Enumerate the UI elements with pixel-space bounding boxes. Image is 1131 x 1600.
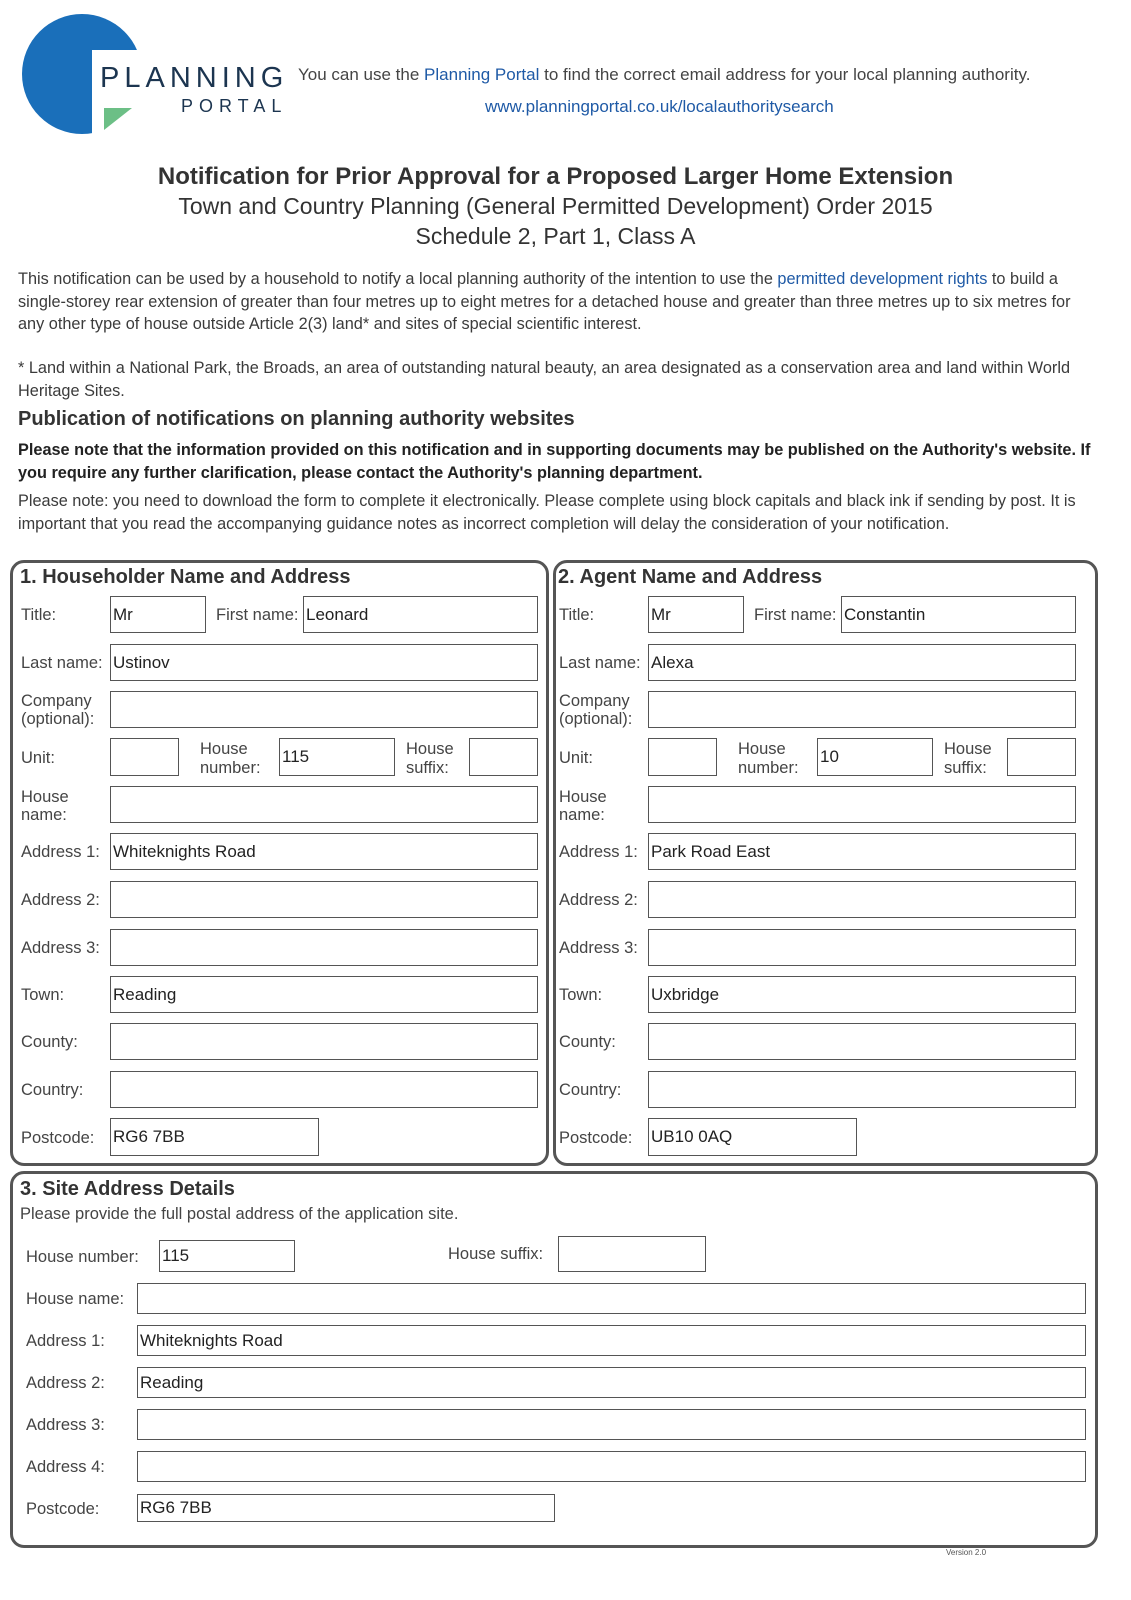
site-address3-label: Address 3: (26, 1416, 105, 1434)
agent-company-label: Company (559, 692, 630, 710)
header-intro-suffix: to find the correct email address for your local planning authority. (544, 65, 1031, 84)
agent-first-name-label: First name: (754, 606, 837, 624)
site-house-suffix-field[interactable] (558, 1236, 706, 1272)
agent-title-label: Title: (559, 606, 595, 624)
agent-country-field[interactable] (648, 1071, 1076, 1108)
householder-unit-label: Unit: (21, 749, 55, 767)
householder-address1-label: Address 1: (21, 843, 100, 861)
householder-company-label: Company (21, 692, 92, 710)
agent-town-field[interactable]: Uxbridge (648, 976, 1076, 1013)
householder-address3-label: Address 3: (21, 939, 100, 957)
householder-company-optional-label: (optional): (21, 710, 95, 728)
agent-postcode-label: Postcode: (559, 1129, 633, 1147)
householder-address1-field[interactable]: Whiteknights Road (110, 833, 538, 870)
agent-address1-field[interactable]: Park Road East (648, 833, 1076, 870)
agent-company-optional-label: (optional): (559, 710, 633, 728)
agent-first-name-field[interactable]: Constantin (841, 596, 1076, 633)
site-house-suffix-label: House suffix: (448, 1245, 544, 1263)
site-address2-label: Address 2: (26, 1374, 105, 1392)
logo-text-planning: PLANNING (100, 62, 289, 94)
site-house-name-field[interactable] (137, 1283, 1086, 1314)
householder-unit-field[interactable] (110, 738, 179, 776)
householder-house-number-field[interactable]: 115 (279, 738, 395, 776)
householder-house-name-label2: name: (21, 806, 67, 824)
page-subtitle-schedule: Schedule 2, Part 1, Class A (415, 223, 696, 249)
agent-postcode-field[interactable]: UB10 0AQ (648, 1118, 857, 1156)
householder-first-name-field[interactable]: Leonard (303, 596, 538, 633)
agent-house-name-field[interactable] (648, 786, 1076, 823)
agent-town-label: Town: (559, 986, 603, 1004)
agent-county-field[interactable] (648, 1023, 1076, 1060)
site-house-name-label: House name: (26, 1290, 125, 1308)
agent-company-field[interactable] (648, 691, 1076, 728)
version-label: Version 2.0 (946, 1548, 987, 1557)
logo-triangle (104, 108, 132, 130)
publication-heading: Publication of notifications on planning authority websites (18, 408, 575, 430)
local-authority-search-link[interactable]: www.planningportal.co.uk/localauthoritysearch (485, 97, 834, 116)
site-address1-label: Address 1: (26, 1332, 105, 1350)
householder-county-label: County: (21, 1033, 78, 1051)
householder-last-name-field[interactable]: Ustinov (110, 644, 538, 681)
site-address2-field[interactable]: Reading (137, 1367, 1086, 1398)
site-house-number-field[interactable]: 115 (159, 1240, 295, 1272)
agent-heading: 2. Agent Name and Address (558, 566, 823, 588)
householder-address2-label: Address 2: (21, 891, 100, 909)
permitted-development-rights-link[interactable]: permitted development rights (777, 270, 988, 288)
householder-house-suffix-field[interactable] (469, 738, 538, 776)
householder-county-field[interactable] (110, 1023, 538, 1060)
agent-address2-label: Address 2: (559, 891, 638, 909)
site-address4-field[interactable] (137, 1451, 1086, 1482)
agent-country-label: Country: (559, 1081, 622, 1099)
planning-portal-link[interactable]: Planning Portal (424, 65, 540, 84)
householder-house-number-label: House (200, 740, 248, 758)
agent-address3-label: Address 3: (559, 939, 638, 957)
agent-house-name-label2: name: (559, 806, 605, 824)
householder-house-suffix-label: House (406, 740, 454, 758)
header-intro (298, 65, 1030, 85)
agent-unit-label: Unit: (559, 749, 593, 767)
site-address4-label: Address 4: (26, 1458, 105, 1476)
householder-postcode-field[interactable]: RG6 7BB (110, 1118, 319, 1156)
householder-first-name-label: First name: (216, 606, 299, 624)
site-address3-field[interactable] (137, 1409, 1086, 1440)
agent-unit-field[interactable] (648, 738, 717, 776)
header-intro-prefix: You can use the (298, 65, 420, 84)
logo-text-portal: PORTAL (181, 96, 288, 116)
householder-country-field[interactable] (110, 1071, 538, 1108)
agent-address1-label: Address 1: (559, 843, 638, 861)
site-address1-field[interactable]: Whiteknights Road (137, 1325, 1086, 1356)
householder-title-field[interactable]: Mr (110, 596, 206, 633)
householder-house-number-label2: number: (200, 759, 261, 777)
agent-house-suffix-label2: suffix: (944, 759, 987, 777)
householder-town-label: Town: (21, 986, 65, 1004)
intro-text-cont: to build a single-storey rear extension of greater than four metres up to eight metres for a detached house and greater than three metres up to six metres for any other type of house outside Article 2(3) land* and sites of special scientific interest. (18, 270, 1071, 333)
site-postcode-field[interactable]: RG6 7BB (137, 1494, 555, 1522)
intro-paragraph (18, 268, 1098, 336)
completion-note: Please note: you need to download the form to complete it electronically. Please complete using block capitals and black ink if sending by post. It is important that you read the accompanying guidance notes as incorrect completion will delay the consideration of your notification. (18, 492, 1076, 533)
site-address-section (10, 1171, 1098, 1548)
page-title: Notification for Prior Approval for a Proposed Larger Home Extension (157, 163, 954, 190)
householder-last-name-label: Last name: (21, 654, 103, 672)
intro-text: This notification can be used by a household to notify a local planning authority of the intention to use the (18, 270, 773, 288)
householder-heading: 1. Householder Name and Address (20, 566, 351, 588)
householder-address2-field[interactable] (110, 881, 538, 918)
householder-title-label: Title: (21, 606, 57, 624)
agent-county-label: County: (559, 1033, 616, 1051)
householder-house-name-field[interactable] (110, 786, 538, 823)
agent-house-suffix-label: House (944, 740, 992, 758)
site-house-number-label: House number: (26, 1248, 139, 1266)
householder-address3-field[interactable] (110, 929, 538, 966)
householder-country-label: Country: (21, 1081, 84, 1099)
householder-postcode-label: Postcode: (21, 1129, 95, 1147)
footnote: * Land within a National Park, the Broads, an area of outstanding natural beauty, an area designated as a conservation area and land within World Heritage Sites. (18, 359, 1071, 400)
householder-town-field[interactable]: Reading (110, 976, 538, 1013)
site-instruction: Please provide the full postal address of the application site. (20, 1205, 459, 1223)
agent-address3-field[interactable] (648, 929, 1076, 966)
page-subtitle-order: Town and Country Planning (General Permitted Development) Order 2015 (178, 193, 933, 219)
householder-company-field[interactable] (110, 691, 538, 728)
agent-house-name-label: House (559, 788, 607, 806)
agent-house-number-label2: number: (738, 759, 799, 777)
householder-house-name-label: House (21, 788, 69, 806)
agent-title-field[interactable]: Mr (648, 596, 744, 633)
householder-house-suffix-label2: suffix: (406, 759, 449, 777)
site-postcode-label: Postcode: (26, 1500, 100, 1518)
publication-notice: Please note that the information provided on this notification and in supporting documents may be published on the Authority's website. If you require any further clarification, please contact the Authority's planning department. (18, 441, 1091, 482)
site-heading: 3. Site Address Details (20, 1178, 235, 1200)
agent-house-number-label: House (738, 740, 786, 758)
agent-house-suffix-field[interactable] (1007, 738, 1076, 776)
agent-last-name-label: Last name: (559, 654, 641, 672)
agent-last-name-field[interactable]: Alexa (648, 644, 1076, 681)
agent-house-number-field[interactable]: 10 (817, 738, 933, 776)
agent-address2-field[interactable] (648, 881, 1076, 918)
